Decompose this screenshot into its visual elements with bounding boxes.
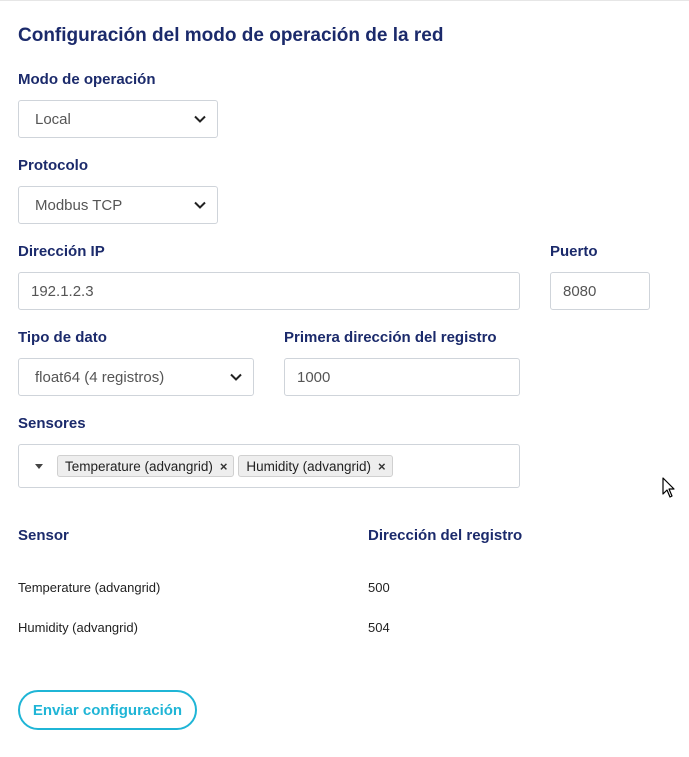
ip-input-value: 192.1.2.3	[31, 282, 94, 300]
sensor-tag-label: Humidity (advangrid)	[246, 458, 371, 474]
mouse-pointer-icon	[662, 477, 676, 499]
protocol-select[interactable]	[18, 186, 218, 224]
chevron-down-icon	[229, 370, 243, 384]
table-cell-address: 500	[368, 580, 390, 595]
first-register-label: Primera dirección del registro	[284, 329, 497, 346]
table-header-address: Dirección del registro	[368, 527, 523, 544]
mode-select[interactable]	[18, 100, 218, 138]
sensors-label: Sensores	[18, 415, 86, 432]
sensor-tag-humidity	[238, 455, 392, 477]
submit-config-button[interactable]: Enviar configuración	[18, 690, 197, 730]
sensors-multiselect[interactable]	[18, 444, 520, 488]
data-type-select-value: float64 (4 registros)	[35, 368, 165, 386]
data-type-select[interactable]	[18, 358, 254, 396]
data-type-label: Tipo de dato	[18, 329, 107, 346]
table-cell-address: 504	[368, 620, 390, 635]
protocol-label: Protocolo	[18, 157, 88, 174]
protocol-select-value: Modbus TCP	[35, 196, 123, 214]
port-input[interactable]	[550, 272, 650, 310]
table-header-sensor: Sensor	[18, 527, 69, 544]
page-title: Configuración del modo de operación de la red	[18, 25, 444, 46]
chevron-down-icon	[193, 198, 207, 212]
ip-input[interactable]	[18, 272, 520, 310]
port-input-value: 8080	[563, 282, 597, 300]
first-register-input[interactable]	[284, 358, 520, 396]
mode-select-value: Local	[35, 110, 71, 128]
caret-down-icon[interactable]	[29, 456, 49, 476]
sensor-tag-temperature	[57, 455, 234, 477]
sensor-tag-label: Temperature (advangrid)	[65, 458, 213, 474]
mode-label: Modo de operación	[18, 71, 156, 88]
remove-tag-icon[interactable]: ×	[377, 458, 386, 474]
first-register-input-value: 1000	[297, 368, 331, 386]
ip-label: Dirección IP	[18, 243, 105, 260]
table-cell-sensor: Humidity (advangrid)	[18, 620, 138, 635]
remove-tag-icon[interactable]: ×	[219, 458, 228, 474]
port-label: Puerto	[550, 243, 598, 260]
chevron-down-icon	[193, 112, 207, 126]
table-cell-sensor: Temperature (advangrid)	[18, 580, 161, 595]
